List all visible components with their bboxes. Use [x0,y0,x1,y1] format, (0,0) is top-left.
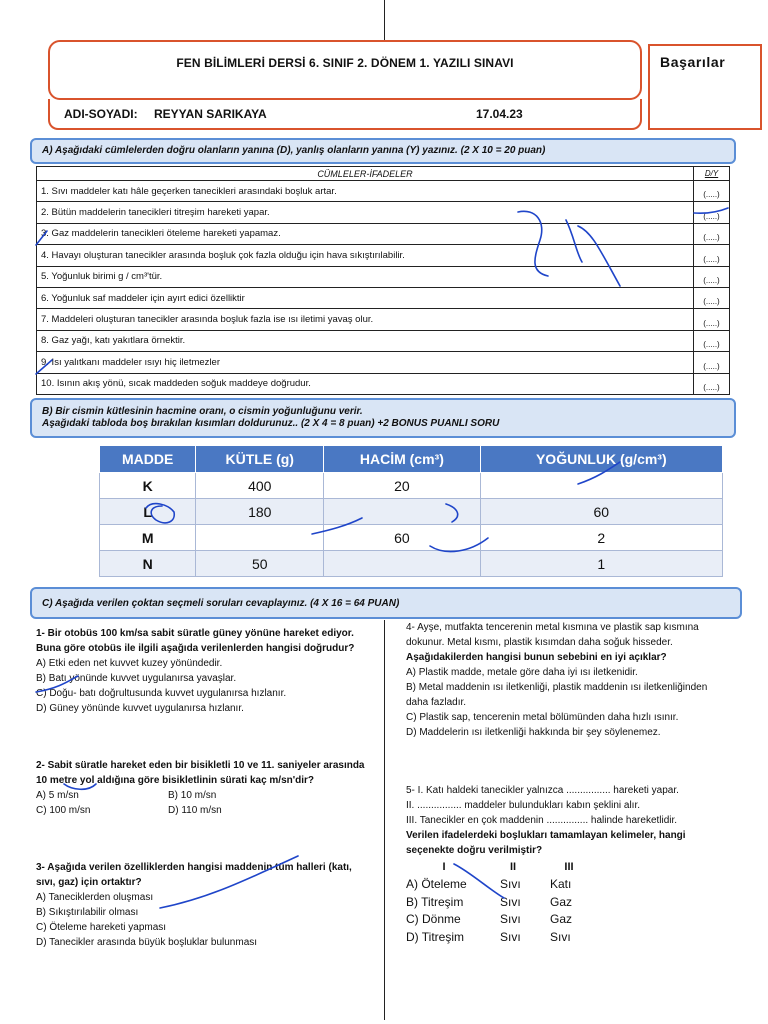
answer-blank[interactable]: (.....) [694,287,730,308]
option-c-ii: Sıvı [500,912,521,927]
header-yogunluk: YOĞUNLUK (g/cm³) [480,446,722,473]
answer-blank[interactable]: (.....) [694,202,730,223]
volume-cell: 60 [324,525,480,551]
option-b[interactable]: B) Metal maddenin ısı iletkenliği, plastik maddenin ısı iletkenliğinden daha fazladır. [406,682,708,708]
statement-row [37,330,730,351]
option-row-a[interactable] [406,876,594,894]
statement-text: 1. Sıvı maddeler katı hâle geçerken tanecikleri arasındaki boşluk artar. [37,181,694,202]
grade-label: Başarılar [660,54,726,70]
exam-date: 17.04.23 [476,107,523,121]
question-5-stem: Verilen ifadelerdeki boşlukları tamamlayan kelimeler, hangi seçenekte doğru verilmiştir? [406,830,686,856]
density-table [99,445,723,577]
statement-row [37,287,730,308]
section-b-line2: Aşağıdaki tabloda boş bırakılan kısımları doldurunuz.. (2 X 4 = 8 puan) +2 BONUS PUANLI SORU [42,418,500,429]
answer-blank[interactable]: (.....) [694,330,730,351]
option-b-ii: Sıvı [500,894,521,909]
student-name: REYYAN SARIKAYA [154,107,267,121]
statement-text: 6. Yoğunluk saf maddeler için ayırt edici özelliktir [37,287,694,308]
option-d-i: D) Titreşim [406,929,464,944]
option-a-iii: Katı [550,877,572,892]
statement-row [37,202,730,223]
option-a-i: A) Öteleme [406,877,467,892]
answer-column-header: D/Y [694,167,730,181]
grade-box [648,44,762,130]
question-5-options-table [406,858,594,946]
statement-text: 7. Maddeleri oluşturan tanecikler arasında boşluk fazla ise ısı iletimi yavaş olur. [37,309,694,330]
density-row [100,473,723,499]
answer-blank[interactable]: (.....) [694,266,730,287]
density-row [100,551,723,577]
section-c-instruction: C) Aşağıda verilen çoktan seçmeli soruları cevaplayınız. (4 X 16 = 64 PUAN) [30,587,742,619]
option-b[interactable]: B) 10 m/sn [168,790,217,801]
option-b-iii: Gaz [550,894,573,909]
question-2-stem: 2- Sabit süratle hareket eden bir bisikletli 10 ve 11. saniyeler arasında 10 metre yol aldığına göre bisikletlinin sürati kaç m/sn'dir? [36,760,365,786]
col-header-i: I [442,860,446,873]
question-4-intro: 4- Ayşe, mutfakta tencerenin metal kısmına ve plastik sap kısmına dokunur. Metal kısmı, plastik kısımdan daha soğuk hisseder. [406,622,699,648]
header-hacim: HACİM (cm³) [324,446,480,473]
option-b[interactable]: B) Batı yönünde kuvvet uygulanırsa yavaşlar. [36,673,237,684]
statement-row [37,373,730,394]
density-header-row [100,446,723,473]
substance-cell: N [100,551,196,577]
exam-title-box [48,40,642,100]
statement-text: 10. Isının akış yönü, sıcak maddeden soğuk maddeye doğrudur. [37,373,694,394]
statement-row [37,245,730,266]
answer-blank[interactable]: (.....) [694,181,730,202]
mass-cell[interactable] [196,525,324,551]
option-c[interactable]: C) Doğu- batı doğrultusunda kuvvet uygulanırsa hızlanır. [36,688,287,699]
statement-row [37,181,730,202]
answer-blank[interactable]: (.....) [694,245,730,266]
density-cell: 2 [480,525,722,551]
option-row-b[interactable] [406,893,594,911]
exam-title: FEN BİLİMLERİ DERSİ 6. SINIF 2. DÖNEM 1. YAZILI SINAVI [176,56,514,70]
col-header-iii: III [564,860,574,873]
volume-cell: 20 [324,473,480,499]
question-3-stem: 3- Aşağıda verilen özelliklerden hangisi maddenin tüm halleri (katı, sıvı, gaz) için ortaktır? [36,862,352,888]
answer-blank[interactable]: (.....) [694,309,730,330]
options-row-2 [36,803,372,818]
density-cell[interactable] [480,473,722,499]
option-row-d[interactable] [406,928,594,946]
section-b-line1: B) Bir cismin kütlesinin hacmine oranı, o cismin yoğunluğunu verir. [42,406,363,417]
option-a[interactable]: A) 5 m/sn [36,790,79,801]
col-header-ii: II [509,860,517,873]
option-c[interactable]: C) Plastik sap, tencerenin metal bölümünden daha hızlı ısınır. [406,712,679,723]
option-d[interactable]: D) Güney yönünde kuvvet uygulanırsa hızlanır. [36,703,244,714]
question-5-line-2: II. ................ maddeler bulundukları kabın şeklini alır. [406,800,640,811]
option-a[interactable]: A) Etki eden net kuvvet kuzey yönündedir. [36,658,223,669]
section-b-instruction [30,398,736,438]
option-b[interactable]: B) Sıkıştırılabilir olması [36,907,139,918]
density-cell: 1 [480,551,722,577]
option-b-i: B) Titreşim [406,894,464,909]
option-c[interactable]: C) 100 m/sn [36,805,91,816]
substance-cell: M [100,525,196,551]
column-divider-top [384,0,385,40]
substance-cell: L [100,499,196,525]
option-c-i: C) Dönme [406,912,461,927]
density-cell: 60 [480,499,722,525]
option-d-ii: Sıvı [500,929,521,944]
question-2 [36,758,372,818]
student-info-box [48,99,642,130]
substance-cell: K [100,473,196,499]
statements-header-row [37,167,730,181]
question-1 [36,626,372,716]
column-divider [384,620,385,1020]
option-c-iii: Gaz [550,912,573,927]
mass-cell: 50 [196,551,324,577]
density-row [100,525,723,551]
statement-text: 4. Havayı oluşturan tanecikler arasında boşluk çok fazla olduğu için hava sıkıştırılabilir. [37,245,694,266]
statement-row [37,266,730,287]
option-c[interactable]: C) Öteleme hareketi yapması [36,922,167,933]
question-1-stem: 1- Bir otobüs 100 km/sa sabit süratle güney yönüne hareket ediyor. Buna göre otobüs ile ilgili aşağıda verilenlerden hangisi doğrudur? [36,628,355,654]
volume-cell[interactable] [324,499,480,525]
statement-text: 8. Gaz yağı, katı yakıtlara örnektir. [37,330,694,351]
statement-text: 2. Bütün maddelerin tanecikleri titreşim hareketi yapar. [37,202,694,223]
question-5 [406,783,732,858]
option-row-c[interactable] [406,911,594,929]
answer-blank[interactable]: (.....) [694,223,730,244]
question-4-stem: Aşağıdakilerden hangisi bunun sebebini en iyi açıklar? [406,652,667,663]
question-3 [36,860,372,950]
statement-text: 3. Gaz maddelerin tanecikleri öteleme hareketi yapamaz. [37,223,694,244]
statement-row [37,309,730,330]
header-kutle: KÜTLE (g) [196,446,324,473]
option-a-ii: Sıvı [500,877,521,892]
volume-cell[interactable] [324,551,480,577]
density-row [100,499,723,525]
mass-cell: 180 [196,499,324,525]
statements-column-header: CÜMLELER-İFADELER [37,167,694,181]
option-d[interactable]: D) Maddelerin ısı iletkenliği hakkında bir şey söylenemez. [406,727,661,738]
answer-blank[interactable]: (.....) [694,373,730,394]
statement-row [37,352,730,373]
question-5-line-1: 5- I. Katı haldeki tanecikler yalnızca ................ hareketi yapar. [406,785,679,796]
answer-blank[interactable]: (.....) [694,352,730,373]
option-a[interactable]: A) Taneciklerden oluşması [36,892,154,903]
question-4 [406,620,732,740]
option-a[interactable]: A) Plastik madde, metale göre daha iyi ısı iletkenidir. [406,667,638,678]
mass-cell: 400 [196,473,324,499]
option-d[interactable]: D) Tanecikler arasında büyük boşluklar bulunması [36,937,258,948]
question-5-line-3: III. Tanecikler en çok maddenin ............... halinde hareketlidir. [406,815,678,826]
option-d[interactable]: D) 110 m/sn [168,805,222,816]
statements-table [36,166,730,395]
statement-text: 9. Isı yalıtkanı maddeler ısıyı hiç iletmezler [37,352,694,373]
statement-row [37,223,730,244]
options-header-row [406,858,594,876]
option-d-iii: Sıvı [550,929,571,944]
statement-text: 5. Yoğunluk birimi g / cm³'tür. [37,266,694,287]
header-madde: MADDE [100,446,196,473]
name-label: ADI-SOYADI: [64,107,138,121]
section-a-instruction: A) Aşağıdaki cümlelerden doğru olanların yanına (D), yanlış olanların yanına (Y) yazınız. (2 X 10 = 20 puan) [30,138,736,164]
options-row-1 [36,788,372,803]
